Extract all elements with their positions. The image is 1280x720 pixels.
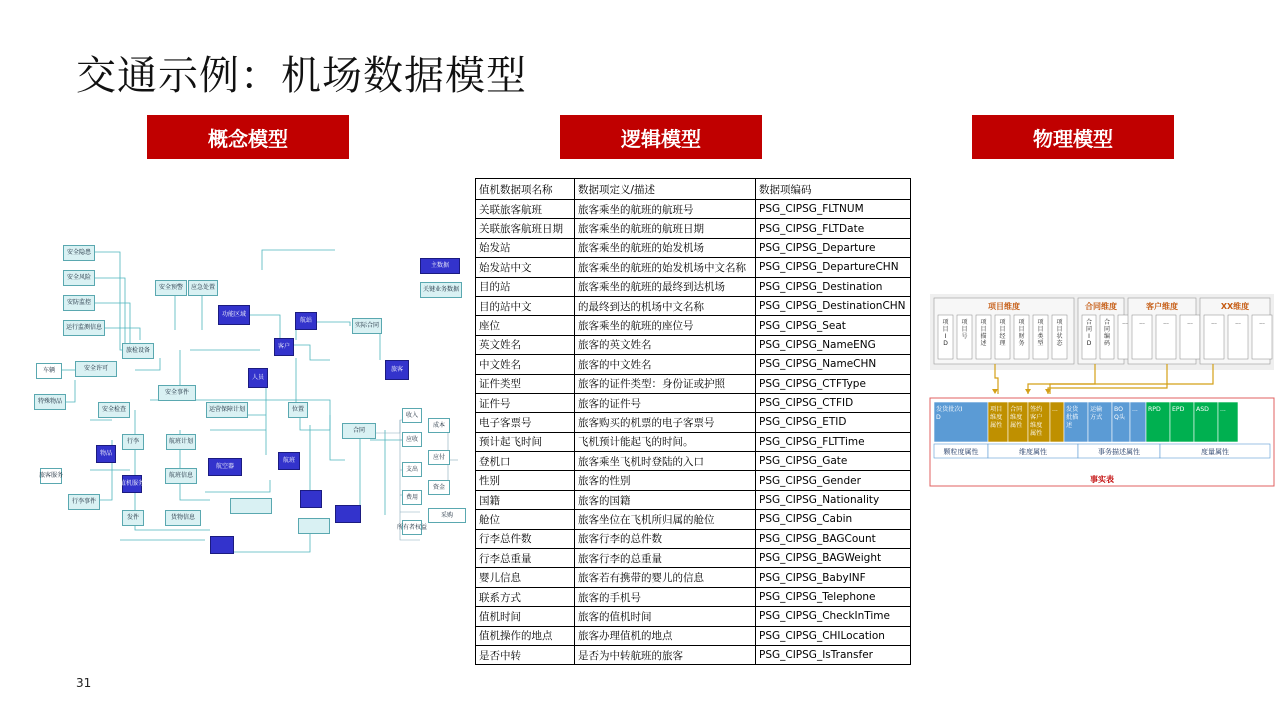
box-aircraft: 航空器 [208, 458, 242, 476]
table-cell: 旅客的性别 [575, 471, 756, 490]
box-baggage-incident: 行李事件 [68, 494, 100, 510]
table-cell: 始发站 [476, 238, 575, 257]
box-safety-risk: 安全风险 [63, 270, 95, 286]
table-cell: 旅客的国籍 [575, 490, 756, 509]
box-goods: 物品 [96, 445, 116, 463]
box-receivable-ledger: 收入 [402, 408, 422, 423]
table-cell: 值机操作的地点 [476, 626, 575, 645]
table-cell: 关联旅客航班 [476, 200, 575, 219]
table-cell: PSG_CIPSG_ETID [756, 413, 911, 432]
page-number: 31 [76, 676, 92, 690]
table-cell: PSG_CIPSG_IsTransfer [756, 645, 911, 664]
fact-group-label: 事务描述属性 [1098, 448, 1140, 456]
box-payment: 费用 [402, 490, 422, 505]
fact-cell-label: 签约客户维度属性 [1030, 406, 1043, 437]
table-cell: PSG_CIPSG_Seat [756, 316, 911, 335]
table-row [476, 510, 911, 529]
dimension-field-label: 项目类型 [1037, 319, 1044, 347]
box-vehicle: 车辆 [36, 363, 62, 379]
table-cell: 证件号 [476, 393, 575, 412]
fact-group-label: 维度属性 [1019, 448, 1047, 456]
table-cell: PSG_CIPSG_Departure [756, 238, 911, 257]
table-cell: 关联旅客航班日期 [476, 219, 575, 238]
table-cell: 中文姓名 [476, 355, 575, 374]
table-cell: 旅客乘坐的航班的始发机场中文名称 [575, 258, 756, 277]
dimension-field-label: ... [1235, 319, 1241, 326]
table-cell: 是否中转 [476, 645, 575, 664]
table-cell: 预计起飞时间 [476, 432, 575, 451]
box-fund: 所有者权益 [402, 520, 422, 535]
dimension-group-title: 项目维度 [988, 302, 1020, 311]
slide-title: 交通示例：机场数据模型 [76, 53, 527, 99]
table-row [476, 258, 911, 277]
dimension-field-label: 项目 I D [942, 319, 949, 347]
table-cell: PSG_CIPSG_FLTDate [756, 219, 911, 238]
box-terminal: 航站 [295, 312, 317, 330]
column-header: 值机数据项名称 [476, 179, 575, 200]
box-special-items: 特殊物品 [34, 394, 66, 410]
legend-master-data: 主数据 [420, 258, 460, 274]
fact-group-label: 颗粒度属性 [943, 448, 979, 456]
table-cell: PSG_CIPSG_DestinationCHN [756, 296, 911, 315]
table-row [476, 335, 911, 354]
box-income: 应收 [402, 432, 422, 447]
table-cell: 旅客的证件类型：身份证或护照 [575, 374, 756, 393]
fact-cell-label: BO Q头 [1114, 406, 1126, 421]
table-row [476, 568, 911, 587]
box-emergency-handling: 应急处置 [188, 280, 218, 296]
table-cell: 登机口 [476, 452, 575, 471]
column-header: 数据项定义/描述 [575, 179, 756, 200]
box-flight-info: 航班信息 [165, 468, 197, 484]
table-row [476, 316, 911, 335]
table-cell: PSG_CIPSG_FLTNUM [756, 200, 911, 219]
fact-cell-label: 合同维度属性 [1010, 406, 1023, 429]
fact-cell-label: EPD [1172, 406, 1185, 413]
table-cell: 旅客乘坐飞机时登陆的入口 [575, 452, 756, 471]
box-safety-incident: 安全事件 [158, 385, 196, 401]
table-cell: PSG_CIPSG_Telephone [756, 587, 911, 606]
dimension-group-title: 合同维度 [1085, 302, 1117, 311]
table-cell: PSG_CIPSG_BAGCount [756, 529, 911, 548]
fact-cell-label: ASD [1196, 406, 1209, 413]
table-row [476, 355, 911, 374]
dimension-field-label: 合同编码 [1103, 319, 1111, 347]
table-cell: PSG_CIPSG_Destination [756, 277, 911, 296]
fact-cell-label: 项目维度属性 [990, 406, 1003, 429]
table-cell: PSG_CIPSG_CheckInTime [756, 607, 911, 626]
table-row [476, 490, 911, 509]
box-actual-contract: 实际合同 [352, 318, 382, 334]
table-cell: 行李总重量 [476, 549, 575, 568]
table-cell: PSG_CIPSG_BabyINF [756, 568, 911, 587]
table-cell: PSG_CIPSG_CTFID [756, 393, 911, 412]
fact-cell-label: 发货批描述 [1066, 406, 1079, 429]
table-cell: 英文姓名 [476, 335, 575, 354]
table-cell: 证件类型 [476, 374, 575, 393]
box-contract: 合同 [342, 423, 376, 439]
table-row [476, 393, 911, 412]
table-cell: 旅客若有携带的婴儿的信息 [575, 568, 756, 587]
dimension-group-title: XX维度 [1220, 302, 1250, 311]
table-cell: 旅客办理值机的地点 [575, 626, 756, 645]
table-cell: PSG_CIPSG_Nationality [756, 490, 911, 509]
box-location: 位置 [288, 402, 308, 418]
physical-model-diagram [930, 294, 1274, 488]
table-row [476, 626, 911, 645]
box-cost: 应付 [428, 450, 450, 465]
table-row [476, 452, 911, 471]
box-customer: 客户 [274, 338, 294, 356]
table-cell: 旅客乘坐的航班的航班日期 [575, 219, 756, 238]
concept-model-diagram [30, 240, 465, 570]
table-cell: 旅客的中文姓名 [575, 355, 756, 374]
table-cell: PSG_CIPSG_NameCHN [756, 355, 911, 374]
table-header-row [476, 179, 911, 200]
box-personnel: 人员 [248, 368, 268, 388]
box-passenger-service: 旅客服务 [40, 468, 62, 484]
box-service-product [335, 505, 361, 523]
table-cell: 目的站 [476, 277, 575, 296]
box-cargo-info: 货物信息 [165, 510, 201, 526]
dimension-field-label: ... [1187, 319, 1193, 326]
table-cell: 始发站中文 [476, 258, 575, 277]
dimension-field-label: 合同 I D [1085, 319, 1093, 347]
table-cell: PSG_CIPSG_CTFType [756, 374, 911, 393]
box-safety-hazard: 安全隐患 [63, 245, 95, 261]
logic-model-table [475, 178, 911, 665]
fact-group-label: 度量属性 [1201, 448, 1229, 456]
box-passenger: 旅客 [385, 360, 409, 380]
dimension-field-label: 项目状态 [1056, 319, 1063, 347]
box-security-equipment: 旅检设备 [122, 343, 154, 359]
table-cell: 旅客的手机号 [575, 587, 756, 606]
box-safety-inspection: 安全检查 [98, 402, 130, 418]
table-cell: 座位 [476, 316, 575, 335]
table-cell: 旅客的英文姓名 [575, 335, 756, 354]
dimension-field-label: ... [1163, 319, 1169, 326]
box-owner-equity: 采购 [428, 508, 466, 523]
box-functional-area: 功能区域 [218, 305, 250, 325]
dimension-field-label: 项目财务 [1018, 319, 1025, 347]
table-row [476, 607, 911, 626]
table-cell: 旅客行李的总件数 [575, 529, 756, 548]
box-security-monitor: 安防监控 [63, 295, 95, 311]
table-row [476, 296, 911, 315]
table-cell: PSG_CIPSG_CHILocation [756, 626, 911, 645]
table-row [476, 238, 911, 257]
table-cell: 是否为中转航班的旅客 [575, 645, 756, 664]
table-cell: 值机时间 [476, 607, 575, 626]
table-cell: 联系方式 [476, 587, 575, 606]
table-cell: PSG_CIPSG_Gender [756, 471, 911, 490]
table-cell: PSG_CIPSG_DepartureCHN [756, 258, 911, 277]
box-flight-plan: 航班计划 [166, 434, 196, 450]
table-row [476, 219, 911, 238]
table-cell: 的最终到达的机场中文名称 [575, 296, 756, 315]
fact-cell-label: ... [1052, 406, 1058, 413]
table-cell: 旅客乘坐的航班的始发机场 [575, 238, 756, 257]
header-logic-model: 逻辑模型 [560, 115, 762, 159]
table-cell: 旅客坐位在飞机所归属的舱位 [575, 510, 756, 529]
dimension-field-label: 项目经理 [999, 319, 1006, 347]
table-cell: 行李总件数 [476, 529, 575, 548]
fact-cell-label: ... [1132, 406, 1138, 413]
dimension-field-label: ... [1139, 319, 1145, 326]
table-cell: 目的站中文 [476, 296, 575, 315]
box-checkin-service: 值机服务 [122, 475, 142, 493]
table-row [476, 277, 911, 296]
box-shipment: 发件 [122, 510, 144, 526]
table-cell: 旅客的证件号 [575, 393, 756, 412]
fact-table-label: 事实表 [1090, 475, 1114, 484]
fact-cell-label: 发货批次I D [936, 406, 963, 421]
table-row [476, 529, 911, 548]
table-row [476, 432, 911, 451]
table-cell: 婴儿信息 [476, 568, 575, 587]
box-payable: 资金 [428, 480, 450, 495]
dimension-group-title: 客户维度 [1146, 302, 1178, 311]
box-supplier [210, 536, 234, 554]
box-operation-monitor-info: 运行监测信息 [63, 320, 105, 336]
table-cell: 舱位 [476, 510, 575, 529]
box-baggage: 行李 [122, 434, 144, 450]
table-cell: 旅客乘坐的航班的座位号 [575, 316, 756, 335]
fact-cell-label: ... [1220, 406, 1226, 413]
header-physical-model: 物理模型 [972, 115, 1174, 159]
box-safety-permit: 安全许可 [75, 361, 117, 377]
table-row [476, 200, 911, 219]
legend-key-business-data: 关键业务数据 [420, 282, 462, 298]
table-cell: 旅客购买的机票的电子客票号 [575, 413, 756, 432]
dimension-field-label: ... [1122, 319, 1128, 326]
table-cell: 旅客的值机时间 [575, 607, 756, 626]
table-row [476, 587, 911, 606]
table-cell: PSG_CIPSG_Cabin [756, 510, 911, 529]
column-header: 数据项编码 [756, 179, 911, 200]
table-row [476, 413, 911, 432]
table-cell: PSG_CIPSG_FLTTime [756, 432, 911, 451]
table-cell: 旅客乘坐的航班的航班号 [575, 200, 756, 219]
dimension-field-label: 项目号 [961, 319, 968, 340]
box-ops-support-plan: 运营保障计划 [206, 402, 248, 418]
table-row [476, 645, 911, 664]
table-cell: 旅客行李的总重量 [575, 549, 756, 568]
table-row [476, 549, 911, 568]
header-concept-model: 概念模型 [147, 115, 349, 159]
table-cell: PSG_CIPSG_NameENG [756, 335, 911, 354]
dimension-field-label: ... [1211, 319, 1217, 326]
fact-cell-label: 运输方式 [1090, 406, 1103, 421]
dimension-field-label: 项目描述 [980, 319, 987, 347]
table-cell: 电子客票号 [476, 413, 575, 432]
box-cargo [300, 490, 322, 508]
box-sales-contract [298, 518, 330, 534]
box-expense: 成本 [428, 418, 450, 433]
table-cell: PSG_CIPSG_BAGWeight [756, 549, 911, 568]
box-receivable: 支出 [402, 462, 422, 477]
table-cell: 性别 [476, 471, 575, 490]
table-cell: 飞机预计能起飞的时间。 [575, 432, 756, 451]
table-cell: 国籍 [476, 490, 575, 509]
table-cell: 旅客乘坐的航班的最终到达机场 [575, 277, 756, 296]
table-row [476, 471, 911, 490]
fact-cell-label: RPD [1148, 406, 1161, 413]
box-flight: 航班 [278, 452, 300, 470]
table-cell: PSG_CIPSG_Gate [756, 452, 911, 471]
dimension-field-label: ... [1259, 319, 1265, 326]
table-row [476, 374, 911, 393]
box-safety-warning: 安全预警 [155, 280, 187, 296]
box-airport-support-info [230, 498, 272, 514]
